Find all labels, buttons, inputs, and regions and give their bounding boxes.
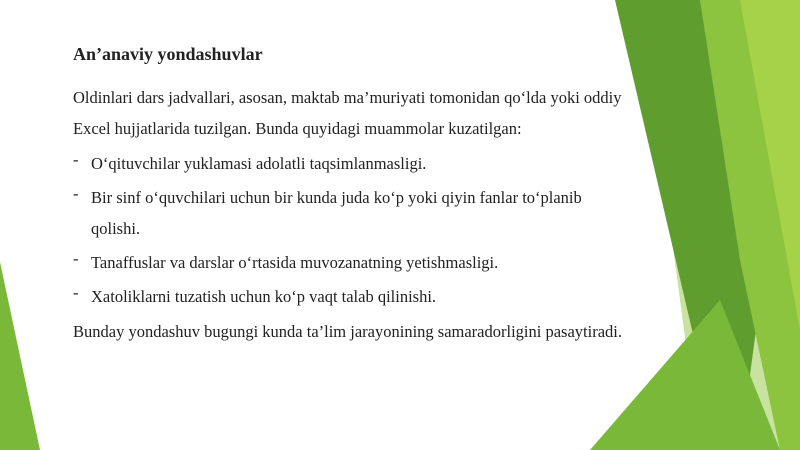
bullet-dash: -: [73, 184, 79, 203]
left-green-sliver: [0, 262, 40, 450]
list-item: [73, 182, 633, 244]
slide-content: [73, 42, 633, 347]
closing-paragraph: Bunday yondashuv bugungi kunda ta’lim jarayonining samaradorligini pasaytiradi.: [73, 322, 622, 341]
bullet-dash: -: [73, 249, 79, 268]
list-item-text: Xatoliklarni tuzatish uchun ko‘p vaqt talab qilinishi.: [91, 287, 437, 306]
list-item: [73, 281, 633, 312]
bullet-dash: -: [73, 283, 79, 302]
bullet-dash: -: [73, 150, 79, 169]
list-item-text: Bir sinf o‘quvchilari uchun bir kunda juda ko‘p yoki qiyin fanlar to‘planib qolishi.: [91, 188, 582, 238]
list-item: [73, 148, 633, 179]
slide-title: An’anaviy yondashuvlar: [73, 44, 263, 64]
problem-list: [73, 148, 633, 312]
list-item-text: Tanaffuslar va darslar o‘rtasida muvozanatning yetishmasligi.: [91, 253, 499, 272]
list-item: [73, 247, 633, 278]
intro-paragraph: Oldinlari dars jadvallari, asosan, maktab ma’muriyati tomonidan qo‘lda yoki oddiy Excel hujjatlarida tuzilgan. Bunda quyidagi muammolar kuzatilgan:: [73, 88, 622, 138]
list-item-text: O‘qituvchilar yuklamasi adolatli taqsimlanmasligi.: [91, 154, 427, 173]
